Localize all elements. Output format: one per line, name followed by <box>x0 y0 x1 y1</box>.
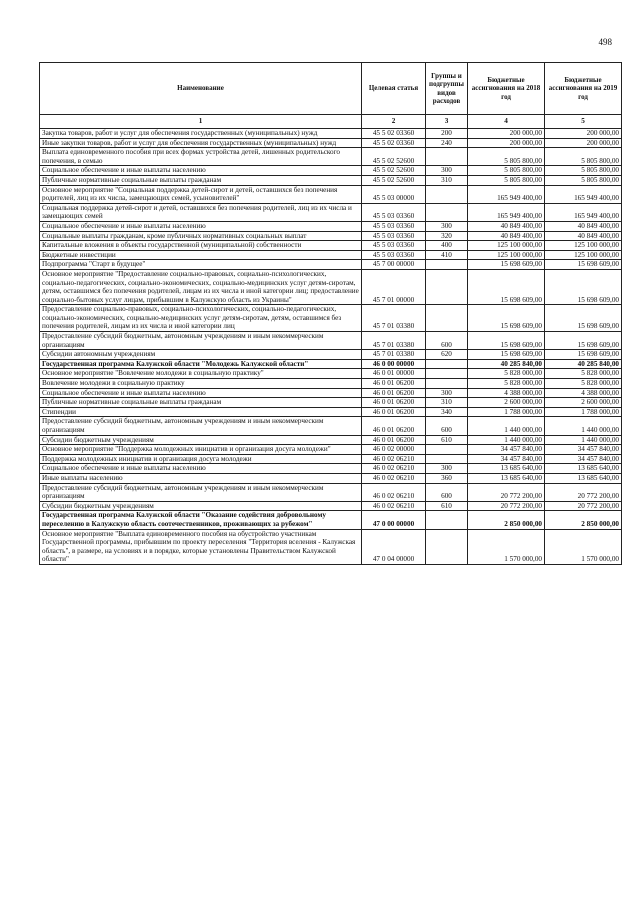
row-amount-2018: 5 805 800,00 <box>468 166 545 176</box>
row-amount-2018: 2 850 000,00 <box>468 511 545 529</box>
row-amount-2019: 15 698 609,00 <box>545 305 622 332</box>
row-name: Социальное обеспечение и иные выплаты населению <box>40 388 362 398</box>
header-row <box>40 63 622 115</box>
row-target-code: 46 0 02 06210 <box>362 473 426 483</box>
row-target-code: 45 5 03 03360 <box>362 221 426 231</box>
row-amount-2018: 15 698 609,00 <box>468 332 545 350</box>
row-amount-2018: 40 849 400,00 <box>468 221 545 231</box>
table-row <box>40 185 622 203</box>
table-row <box>40 388 622 398</box>
column-number: 5 <box>545 115 622 129</box>
table-row <box>40 148 622 166</box>
row-target-code: 47 0 04 00000 <box>362 529 426 564</box>
column-number-row <box>40 115 622 129</box>
row-amount-2019: 5 805 800,00 <box>545 175 622 185</box>
row-target-code: 45 7 01 03380 <box>362 332 426 350</box>
row-amount-2018: 165 949 400,00 <box>468 185 545 203</box>
table-row <box>40 379 622 389</box>
row-target-code: 46 0 01 06200 <box>362 388 426 398</box>
row-amount-2018: 34 457 840,00 <box>468 445 545 455</box>
table-row <box>40 203 622 221</box>
row-group-code: 610 <box>426 501 468 511</box>
row-amount-2018: 200 000,00 <box>468 129 545 139</box>
row-group-code <box>426 269 468 304</box>
row-name: Социальная поддержка детей-сирот и детей, оставшихся без попечения родителей, лиц из их числа и замещающих семей <box>40 203 362 221</box>
column-number: 4 <box>468 115 545 129</box>
row-group-code: 200 <box>426 129 468 139</box>
row-target-code: 45 7 00 00000 <box>362 260 426 270</box>
row-group-code <box>426 305 468 332</box>
table-row <box>40 166 622 176</box>
row-name: Капитальные вложения в объекты государственной (муниципальной) собственности <box>40 241 362 251</box>
row-target-code: 45 5 03 03360 <box>362 231 426 241</box>
row-target-code: 45 5 02 52600 <box>362 166 426 176</box>
row-amount-2019: 4 388 000,00 <box>545 388 622 398</box>
row-amount-2019: 15 698 609,00 <box>545 350 622 360</box>
row-amount-2019: 40 849 400,00 <box>545 221 622 231</box>
row-name: Социальные выплаты гражданам, кроме публичных нормативных социальных выплат <box>40 231 362 241</box>
header-name: Наименование <box>40 63 362 115</box>
row-target-code: 46 0 02 06210 <box>362 454 426 464</box>
row-amount-2019: 1 788 000,00 <box>545 407 622 417</box>
row-amount-2019: 15 698 609,00 <box>545 260 622 270</box>
row-name: Подпрограмма "Старт в будущее" <box>40 260 362 270</box>
row-group-code: 300 <box>426 388 468 398</box>
row-target-code: 45 5 02 52600 <box>362 175 426 185</box>
row-name: Выплата единовременного пособия при всех формах устройства детей, лишенных родительского попечения, в семью <box>40 148 362 166</box>
table-row <box>40 250 622 260</box>
table-row <box>40 175 622 185</box>
row-amount-2019: 1 570 000,00 <box>545 529 622 564</box>
row-amount-2019: 20 772 200,00 <box>545 483 622 501</box>
row-name: Предоставление субсидий бюджетным, автономным учреждениям и иным некоммерческим организациям <box>40 417 362 435</box>
row-amount-2018: 4 388 000,00 <box>468 388 545 398</box>
row-amount-2019: 5 805 800,00 <box>545 148 622 166</box>
row-name: Социальное обеспечение и иные выплаты населению <box>40 464 362 474</box>
row-amount-2018: 34 457 840,00 <box>468 454 545 464</box>
row-amount-2018: 165 949 400,00 <box>468 203 545 221</box>
row-name: Основное мероприятие "Предоставление социально-правовых, социально-психологических, социально-педагогических, социально-экономических, социально-медицинских услуг детям-сиротам, детям, оставшимся без попечения родителей, лицам из их числа и иной категории лиц; предоставление социально-бытовых услуг лицам, прибывшим в Калужскую область из Украины" <box>40 269 362 304</box>
row-group-code: 600 <box>426 332 468 350</box>
row-name: Предоставление социально-правовых, социально-психологических, социально-педагогических, социально-экономических, социально-медицинских услуг детям-сиротам, детям, оставшимся без попечения родителей, лицам из их числа и иной категории лиц <box>40 305 362 332</box>
table-row <box>40 464 622 474</box>
row-amount-2019: 165 949 400,00 <box>545 185 622 203</box>
row-amount-2019: 2 850 000,00 <box>545 511 622 529</box>
row-amount-2019: 15 698 609,00 <box>545 269 622 304</box>
row-target-code: 45 5 02 03360 <box>362 138 426 148</box>
row-name: Основное мероприятие "Поддержка молодежных инициатив и организация досуга молодежи" <box>40 445 362 455</box>
table-row <box>40 454 622 464</box>
row-group-code: 610 <box>426 435 468 445</box>
row-amount-2019: 200 000,00 <box>545 138 622 148</box>
row-name: Субсидии бюджетным учреждениям <box>40 435 362 445</box>
row-name: Субсидии бюджетным учреждениям <box>40 501 362 511</box>
row-name: Публичные нормативные социальные выплаты гражданам <box>40 175 362 185</box>
row-amount-2018: 5 805 800,00 <box>468 175 545 185</box>
row-name: Предоставление субсидий бюджетным, автономным учреждениям и иным некоммерческим организациям <box>40 332 362 350</box>
row-group-code: 300 <box>426 166 468 176</box>
row-amount-2018: 1 440 000,00 <box>468 435 545 445</box>
row-group-code <box>426 379 468 389</box>
row-name: Основное мероприятие "Выплата единовременного пособия на обустройство участникам Государственной программы, прибывшим по проекту переселения "Территория вселения - Калужская область", в размере, на условиях и в порядке, которые установлены Правительством Калужской области" <box>40 529 362 564</box>
row-target-code: 45 7 01 00000 <box>362 269 426 304</box>
row-target-code: 45 7 01 03380 <box>362 350 426 360</box>
row-amount-2019: 2 600 000,00 <box>545 398 622 408</box>
row-target-code: 45 5 02 03360 <box>362 129 426 139</box>
row-target-code: 46 0 01 00000 <box>362 369 426 379</box>
table-row <box>40 407 622 417</box>
row-group-code: 310 <box>426 398 468 408</box>
table-row <box>40 269 622 304</box>
row-target-code: 45 5 03 03360 <box>362 241 426 251</box>
page-number: 498 <box>598 37 612 47</box>
row-amount-2018: 15 698 609,00 <box>468 305 545 332</box>
row-name: Закупка товаров, работ и услуг для обеспечения государственных (муниципальных) нужд <box>40 129 362 139</box>
row-name: Социальное обеспечение и иные выплаты населению <box>40 221 362 231</box>
row-group-code: 300 <box>426 464 468 474</box>
table-row <box>40 529 622 564</box>
row-amount-2018: 13 685 640,00 <box>468 464 545 474</box>
table-row <box>40 332 622 350</box>
row-amount-2018: 40 285 840,00 <box>468 359 545 369</box>
row-name: Основное мероприятие "Социальная поддержка детей-сирот и детей, оставшихся без попечения родителей, лиц из их числа, замещающих семей, усыновителей" <box>40 185 362 203</box>
row-group-code <box>426 260 468 270</box>
row-name: Иные закупки товаров, работ и услуг для обеспечения государственных (муниципальных) нужд <box>40 138 362 148</box>
row-target-code: 45 5 03 03360 <box>362 203 426 221</box>
row-group-code: 400 <box>426 241 468 251</box>
table-row <box>40 501 622 511</box>
row-group-code <box>426 454 468 464</box>
row-amount-2018: 200 000,00 <box>468 138 545 148</box>
row-amount-2018: 40 849 400,00 <box>468 231 545 241</box>
row-group-code <box>426 148 468 166</box>
table-row <box>40 129 622 139</box>
header-2019: Бюджетные ассигнования на 2019 год <box>545 63 622 115</box>
row-amount-2018: 5 828 000,00 <box>468 369 545 379</box>
row-group-code <box>426 529 468 564</box>
row-name: Социальное обеспечение и иные выплаты населению <box>40 166 362 176</box>
table-row <box>40 445 622 455</box>
row-group-code: 600 <box>426 483 468 501</box>
table-row <box>40 138 622 148</box>
row-name: Государственная программа Калужской области "Молодежь Калужской области" <box>40 359 362 369</box>
table-row <box>40 221 622 231</box>
row-amount-2019: 125 100 000,00 <box>545 241 622 251</box>
row-name: Стипендии <box>40 407 362 417</box>
row-name: Иные выплаты населению <box>40 473 362 483</box>
row-amount-2019: 200 000,00 <box>545 129 622 139</box>
row-group-code: 620 <box>426 350 468 360</box>
row-amount-2019: 1 440 000,00 <box>545 417 622 435</box>
table-row <box>40 305 622 332</box>
row-amount-2019: 5 828 000,00 <box>545 369 622 379</box>
table-row <box>40 511 622 529</box>
row-name: Поддержка молодежных инициатив и организация досуга молодежи <box>40 454 362 464</box>
row-target-code: 47 0 00 00000 <box>362 511 426 529</box>
row-amount-2018: 13 685 640,00 <box>468 473 545 483</box>
row-group-code: 410 <box>426 250 468 260</box>
row-target-code: 45 5 03 03360 <box>362 250 426 260</box>
row-target-code: 46 0 01 06200 <box>362 407 426 417</box>
header-target: Целевая статья <box>362 63 426 115</box>
row-amount-2018: 15 698 609,00 <box>468 350 545 360</box>
row-amount-2019: 5 805 800,00 <box>545 166 622 176</box>
row-target-code: 46 0 02 00000 <box>362 445 426 455</box>
row-amount-2019: 15 698 609,00 <box>545 332 622 350</box>
row-amount-2018: 15 698 609,00 <box>468 260 545 270</box>
row-group-code: 320 <box>426 231 468 241</box>
row-target-code: 45 5 02 52600 <box>362 148 426 166</box>
row-target-code: 46 0 01 06200 <box>362 379 426 389</box>
column-number: 3 <box>426 115 468 129</box>
column-number: 1 <box>40 115 362 129</box>
row-name: Вовлечение молодежи в социальную практику <box>40 379 362 389</box>
row-amount-2018: 1 570 000,00 <box>468 529 545 564</box>
row-group-code: 340 <box>426 407 468 417</box>
table-row <box>40 473 622 483</box>
row-group-code: 310 <box>426 175 468 185</box>
row-amount-2019: 1 440 000,00 <box>545 435 622 445</box>
row-target-code: 46 0 00 00000 <box>362 359 426 369</box>
table-row <box>40 359 622 369</box>
row-amount-2018: 20 772 200,00 <box>468 501 545 511</box>
row-amount-2019: 20 772 200,00 <box>545 501 622 511</box>
header-groups: Группы и подгруппы видов расходов <box>426 63 468 115</box>
row-amount-2019: 40 849 400,00 <box>545 231 622 241</box>
row-group-code: 600 <box>426 417 468 435</box>
row-name: Бюджетные инвестиции <box>40 250 362 260</box>
row-target-code: 45 7 01 03380 <box>362 305 426 332</box>
row-group-code <box>426 185 468 203</box>
row-amount-2018: 1 788 000,00 <box>468 407 545 417</box>
row-group-code <box>426 369 468 379</box>
row-target-code: 46 0 01 06200 <box>362 398 426 408</box>
row-name: Публичные нормативные социальные выплаты гражданам <box>40 398 362 408</box>
row-amount-2018: 125 100 000,00 <box>468 250 545 260</box>
row-target-code: 45 5 03 00000 <box>362 185 426 203</box>
table-row <box>40 350 622 360</box>
row-group-code: 240 <box>426 138 468 148</box>
row-target-code: 46 0 01 06200 <box>362 417 426 435</box>
column-number: 2 <box>362 115 426 129</box>
row-amount-2018: 5 805 800,00 <box>468 148 545 166</box>
header-2018: Бюджетные ассигнования на 2018 год <box>468 63 545 115</box>
table-row <box>40 241 622 251</box>
row-amount-2018: 5 828 000,00 <box>468 379 545 389</box>
row-name: Субсидии автономным учреждениям <box>40 350 362 360</box>
row-group-code: 300 <box>426 221 468 231</box>
row-amount-2018: 20 772 200,00 <box>468 483 545 501</box>
row-group-code <box>426 445 468 455</box>
row-amount-2019: 34 457 840,00 <box>545 445 622 455</box>
table-row <box>40 417 622 435</box>
row-amount-2019: 34 457 840,00 <box>545 454 622 464</box>
table-row <box>40 369 622 379</box>
row-amount-2019: 5 828 000,00 <box>545 379 622 389</box>
row-amount-2018: 15 698 609,00 <box>468 269 545 304</box>
row-target-code: 46 0 02 06210 <box>362 464 426 474</box>
row-name: Основное мероприятие "Вовлечение молодежи в социальную практику" <box>40 369 362 379</box>
table-row <box>40 483 622 501</box>
row-group-code <box>426 511 468 529</box>
table-body <box>40 129 622 565</box>
row-amount-2018: 2 600 000,00 <box>468 398 545 408</box>
row-amount-2018: 1 440 000,00 <box>468 417 545 435</box>
row-amount-2019: 125 100 000,00 <box>545 250 622 260</box>
row-group-code <box>426 203 468 221</box>
table-row <box>40 398 622 408</box>
table-row <box>40 260 622 270</box>
row-target-code: 46 0 02 06210 <box>362 483 426 501</box>
row-name: Государственная программа Калужской области "Оказание содействия добровольному переселению в Калужскую область соотечественников, проживающих за рубежом" <box>40 511 362 529</box>
row-target-code: 46 0 01 06200 <box>362 435 426 445</box>
row-amount-2019: 13 685 640,00 <box>545 464 622 474</box>
table-row <box>40 231 622 241</box>
row-amount-2019: 40 285 840,00 <box>545 359 622 369</box>
row-amount-2018: 125 100 000,00 <box>468 241 545 251</box>
row-name: Предоставление субсидий бюджетным, автономным учреждениям и иным некоммерческим организациям <box>40 483 362 501</box>
budget-table <box>39 62 622 565</box>
row-target-code: 46 0 02 06210 <box>362 501 426 511</box>
row-amount-2019: 13 685 640,00 <box>545 473 622 483</box>
row-group-code: 360 <box>426 473 468 483</box>
row-amount-2019: 165 949 400,00 <box>545 203 622 221</box>
table-row <box>40 435 622 445</box>
row-group-code <box>426 359 468 369</box>
